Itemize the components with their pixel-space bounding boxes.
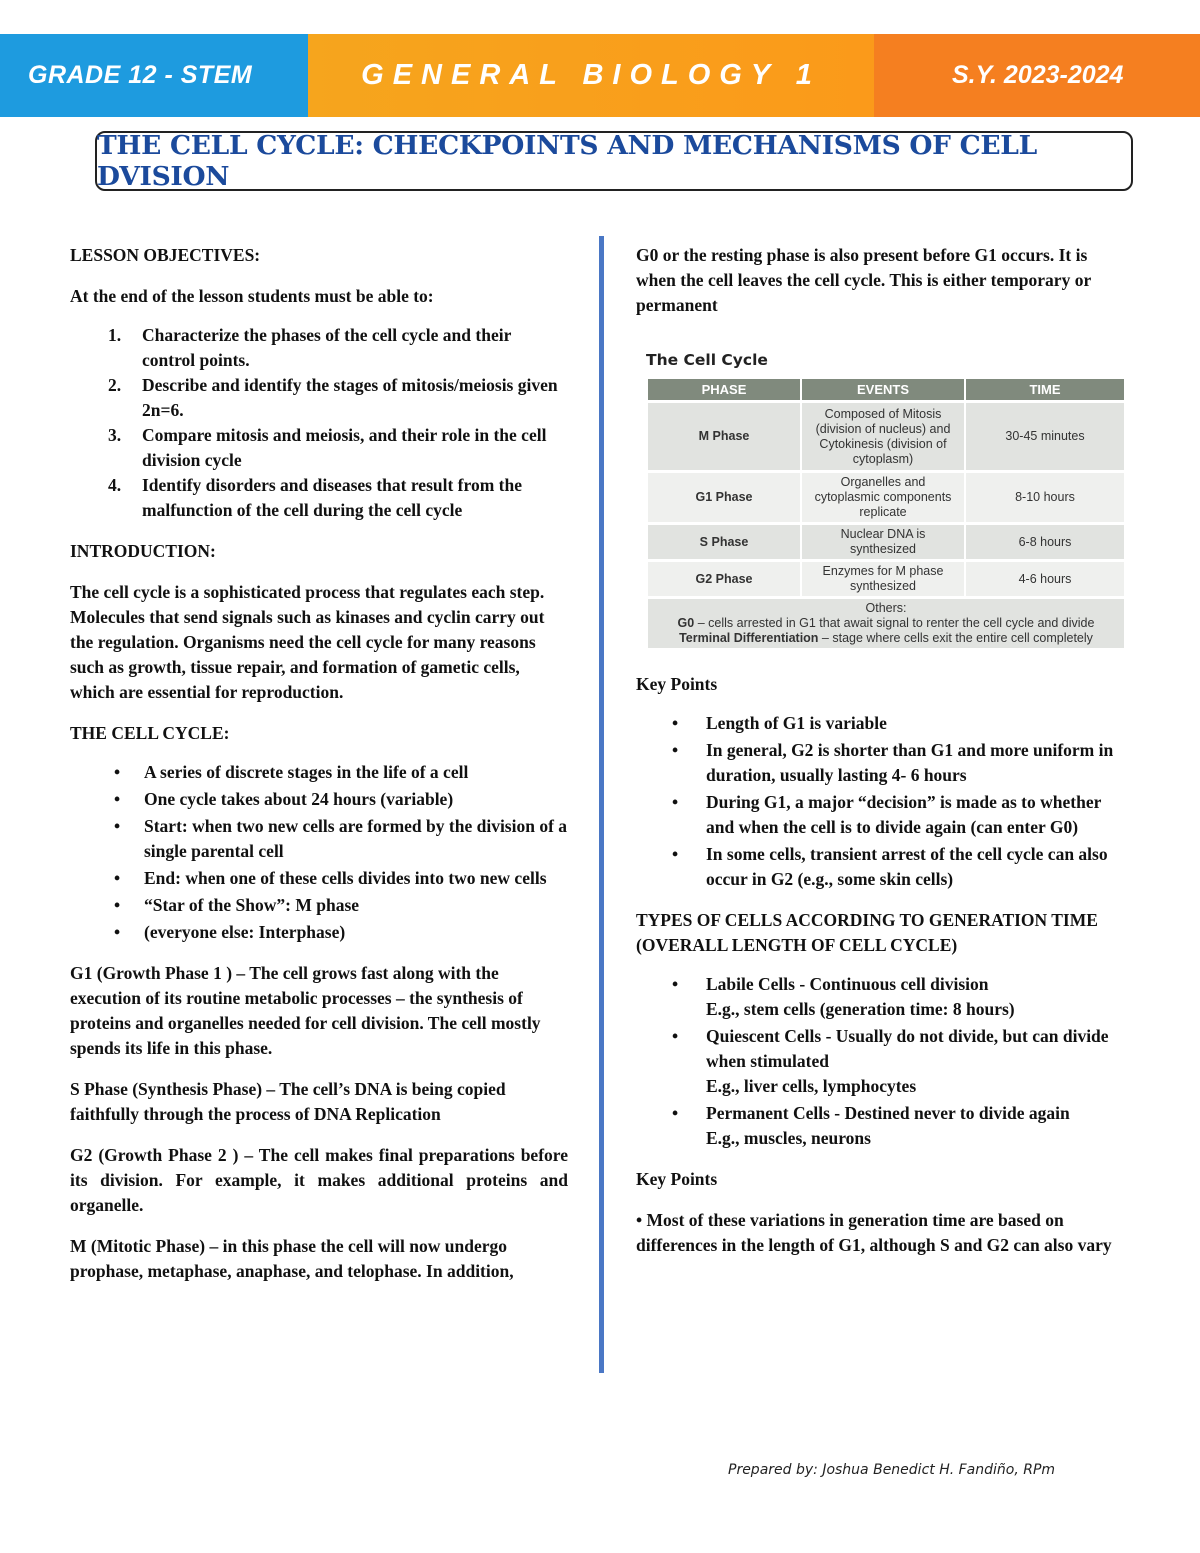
- types-list: [636, 972, 1130, 1151]
- s-phase-paragraph: S Phase (Synthesis Phase) – The cell’s DNA is being copied faithfully through the process of DNA Replication: [70, 1079, 506, 1124]
- left-column: [70, 243, 568, 1284]
- key-points-2-text: • Most of these variations in generation time are based on differences in the length of G1, although S and G2 can also vary: [636, 1210, 1112, 1255]
- others-label: Others:: [865, 601, 907, 615]
- g0-paragraph: G0 or the resting phase is also present before G1 occurs. It is when the cell leaves the cell cycle. This is either temporary or permanent: [636, 245, 1091, 315]
- table-cell-time: 6-8 hours: [965, 524, 1125, 561]
- cell-cycle-heading: THE CELL CYCLE:: [70, 723, 230, 743]
- g0-term: G0: [677, 616, 695, 630]
- list-item: 3. Compare mitosis and meiosis, and their role in the cell division cycle: [108, 425, 547, 470]
- cell-cycle-table-title: The Cell Cycle: [646, 351, 768, 369]
- table-header-row: [648, 379, 1125, 402]
- cell-cycle-points: [70, 760, 568, 945]
- list-item: • “Star of the Show”: M phase: [114, 895, 360, 915]
- m-phase-paragraph: M (Mitotic Phase) – in this phase the cell will now undergo prophase, metaphase, anaphase, and telophase. In addition,: [70, 1236, 514, 1281]
- key-points-list: [636, 711, 1130, 892]
- terminal-differentiation-term: Terminal Differentiation: [679, 631, 819, 645]
- list-item: 2. Describe and identify the stages of mitosis/meiosis given 2n=6.: [108, 375, 558, 420]
- list-item: 1. Characterize the phases of the cell cycle and their control points.: [108, 325, 512, 370]
- table-cell-events: Composed of Mitosis (division of nucleus) and Cytokinesis (division of cytoplasm): [801, 402, 965, 472]
- header-school-year: S.Y. 2023-2024: [952, 61, 1124, 89]
- table-cell-events: Enzymes for M phase synthesized: [801, 561, 965, 598]
- footer-credit: Prepared by: Joshua Benedict H. Fandiño, RPm: [728, 1462, 1056, 1478]
- table-cell-phase: M Phase: [648, 402, 801, 472]
- list-item: • (everyone else: Interphase): [114, 922, 346, 942]
- cell-cycle-table: [648, 379, 1126, 648]
- objectives-list: [70, 323, 568, 523]
- column-divider: [599, 236, 604, 1373]
- list-item: • In general, G2 is shorter than G1 and more uniform in duration, usually lasting 4- 6 hours: [672, 740, 1114, 785]
- list-item: • A series of discrete stages in the life of a cell: [114, 762, 469, 782]
- table-row: [648, 524, 1125, 561]
- key-points-2-heading: Key Points: [636, 1169, 718, 1189]
- table-cell-time: 8-10 hours: [965, 472, 1125, 524]
- list-item: • Labile Cells - Continuous cell division E.g., stem cells (generation time: 8 hours): [672, 974, 1015, 1019]
- table-cell-others: [648, 598, 1125, 649]
- list-item: • End: when one of these cells divides into two new cells: [114, 868, 547, 888]
- header-year-band: [874, 34, 1200, 117]
- table-cell-events: Organelles and cytoplasmic components replicate: [801, 472, 965, 524]
- objectives-heading: LESSON OBJECTIVES:: [70, 245, 261, 265]
- list-item: • Start: when two new cells are formed by the division of a single parental cell: [114, 816, 568, 861]
- list-item: 4. Identify disorders and diseases that result from the malfunction of the cell during the cell cycle: [108, 475, 522, 520]
- list-item: • In some cells, transient arrest of the cell cycle can also occur in G2 (e.g., some skin cells): [672, 844, 1108, 889]
- introduction-text: The cell cycle is a sophisticated process that regulates each step. Molecules that send signals such as kinases and cyclin carry out the regulation. Organisms need the cell cycle for many reasons such as growth, tissue repair, and formation of gametic cells, which are essential for reproduction.: [70, 582, 545, 702]
- objectives-intro: At the end of the lesson students must be able to:: [70, 286, 434, 306]
- table-row: [648, 561, 1125, 598]
- table-row: [648, 402, 1125, 472]
- table-header-phase: PHASE: [648, 379, 801, 402]
- table-row-others: [648, 598, 1125, 649]
- list-item: • One cycle takes about 24 hours (variable): [114, 789, 454, 809]
- key-points-heading: Key Points: [636, 674, 718, 694]
- list-item: • Quiescent Cells - Usually do not divide, but can divide when stimulated E.g., liver cells, lymphocytes: [672, 1026, 1109, 1096]
- right-column: [636, 243, 1130, 1258]
- list-item: • Permanent Cells - Destined never to divide again E.g., muscles, neurons: [672, 1103, 1070, 1148]
- terminal-differentiation-definition: – stage where cells exit the entire cell completely: [818, 631, 1093, 645]
- g2-paragraph: G2 (Growth Phase 2 ) – The cell makes final preparations before its division. For example, it makes additional proteins and organelle.: [70, 1145, 568, 1215]
- page-title: THE CELL CYCLE: CHECKPOINTS AND MECHANISMS OF CELL DVISION: [97, 130, 1037, 192]
- header-subject: GENERAL BIOLOGY 1: [361, 59, 821, 91]
- list-item: • During G1, a major “decision” is made as to whether and when the cell is to divide again (can enter G0): [672, 792, 1102, 837]
- table-cell-phase: G1 Phase: [648, 472, 801, 524]
- table-row: [648, 472, 1125, 524]
- header-grade: GRADE 12 - STEM: [28, 61, 253, 89]
- table-cell-phase: G2 Phase: [648, 561, 801, 598]
- header-grade-band: [0, 34, 308, 117]
- header-subject-band: [308, 34, 874, 117]
- title-box: [95, 131, 1133, 191]
- table-header-events: EVENTS: [801, 379, 965, 402]
- types-heading: TYPES OF CELLS ACCORDING TO GENERATION TIME (OVERALL LENGTH OF CELL CYCLE): [636, 910, 1098, 955]
- g0-definition: – cells arrested in G1 that await signal to renter the cell cycle and divide: [694, 616, 1095, 630]
- table-cell-events: Nuclear DNA is synthesized: [801, 524, 965, 561]
- table-cell-phase: S Phase: [648, 524, 801, 561]
- g1-paragraph: G1 (Growth Phase 1 ) – The cell grows fast along with the execution of its routine metabolic processes – the synthesis of proteins and organelles needed for cell division. The cell mostly spends its life in this phase.: [70, 963, 541, 1058]
- list-item: • Length of G1 is variable: [672, 713, 887, 733]
- table-cell-time: 30-45 minutes: [965, 402, 1125, 472]
- introduction-heading: INTRODUCTION:: [70, 541, 216, 561]
- table-cell-time: 4-6 hours: [965, 561, 1125, 598]
- table-header-time: TIME: [965, 379, 1125, 402]
